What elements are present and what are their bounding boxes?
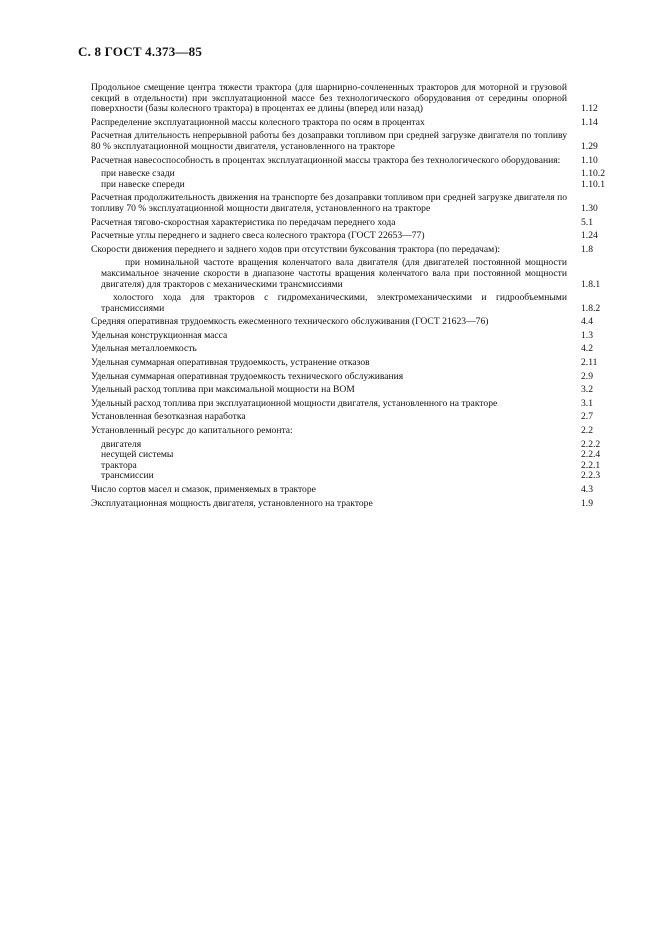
entry-number: 1.8.1 bbox=[581, 278, 601, 290]
list-item bbox=[91, 131, 603, 152]
entry-number: 4.4 bbox=[581, 316, 593, 328]
entry-text: Расчетная продолжительность движения на транспорте без дозаправки топливом при средней загрузке двигателя по топливу 70 % эксплуатационной мощности двигателя, установленного на тракторе bbox=[91, 192, 567, 214]
entry-number: 1.29 bbox=[581, 140, 598, 152]
entry-text: Установленная безотказная наработка bbox=[91, 411, 246, 423]
list-subitem bbox=[91, 471, 603, 482]
list-item bbox=[91, 344, 603, 355]
list-subitem bbox=[91, 461, 603, 472]
list-item bbox=[91, 358, 603, 369]
entry-text: Расчетная навесоспособность в процентах эксплуатационной массы трактора без технологического оборудования: bbox=[91, 154, 561, 166]
entry-number: 1.10.2 bbox=[581, 168, 605, 180]
entry-text: Эксплуатационная мощность двигателя, установленного на тракторе bbox=[91, 497, 373, 509]
list-subitem bbox=[91, 180, 603, 191]
entry-number: 3.1 bbox=[581, 397, 593, 409]
entry-text: Скорости движения переднего и заднего ходов при отсутствии буксования трактора (по передачам): bbox=[91, 243, 501, 255]
entry-number: 2.2.1 bbox=[581, 459, 601, 471]
list-subitem bbox=[91, 258, 603, 290]
entry-number: 2.2 bbox=[581, 425, 593, 437]
entry-text: Удельная металлоемкость bbox=[91, 343, 197, 355]
entry-text: Удельная конструкционная масса bbox=[91, 329, 228, 341]
entry-number: 2.11 bbox=[581, 357, 598, 369]
entry-number: 4.2 bbox=[581, 343, 593, 355]
entry-text: трактора bbox=[101, 459, 137, 471]
index-list bbox=[91, 83, 603, 512]
entry-text: холостого хода для тракторов с гидромеханическими, электромеханическими и гидрообъемными трансмиссиями bbox=[101, 292, 567, 314]
entry-number: 1.30 bbox=[581, 202, 598, 214]
entry-number: 2.9 bbox=[581, 370, 593, 382]
entry-number: 4.3 bbox=[581, 484, 593, 495]
list-item bbox=[91, 156, 603, 167]
list-item bbox=[91, 218, 603, 229]
list-item bbox=[91, 83, 603, 115]
entry-text: Продольное смещение центра тяжести трактора (для шарнирно-сочлененных тракторов для моторной и грузовой секций в отдельности) при эксплуатационной массе без технологического оборудования от середины опорной поверхности (базы колесного трактора) в процентах ее длины (вперед или назад) bbox=[91, 82, 567, 115]
entry-number: 1.3 bbox=[581, 329, 593, 341]
list-item bbox=[91, 317, 603, 328]
entry-text: Удельный расход топлива при максимальной мощности на ВОМ bbox=[91, 384, 355, 396]
entry-text: при навеске спереди bbox=[101, 178, 185, 190]
list-item bbox=[91, 231, 603, 242]
list-item bbox=[91, 193, 603, 214]
entry-number: 1.10.1 bbox=[581, 178, 605, 190]
entry-number: 1.24 bbox=[581, 230, 598, 242]
list-item bbox=[91, 499, 603, 510]
entry-number: 2.7 bbox=[581, 411, 593, 423]
entry-text: Расчетная длительность непрерывной работы без дозаправки топливом при средней загрузке двигателя по топливу 80 % эксплуатационной мощности двигателя, установленного на тракторе bbox=[91, 130, 567, 152]
entry-text: Средняя оперативная трудоемкость ежесменного технического обслуживания (ГОСТ 21623—76) bbox=[91, 316, 489, 328]
entry-number: 1.12 bbox=[581, 103, 598, 115]
entry-number: 2.2.2 bbox=[581, 438, 601, 450]
list-item bbox=[91, 331, 603, 342]
list-item bbox=[91, 426, 603, 437]
page-header: С. 8 ГОСТ 4.373—85 bbox=[78, 44, 203, 59]
entry-text: Удельная суммарная оперативная трудоемкость технического обслуживания bbox=[91, 370, 404, 382]
entry-number: 1.8 bbox=[581, 243, 593, 255]
entry-number: 1.10 bbox=[581, 154, 598, 166]
entry-number: 1.9 bbox=[581, 497, 593, 509]
entry-text: Расчетная тягово-скоростная характеристика по передачам переднего хода bbox=[91, 216, 396, 228]
entry-text: Распределение эксплуатационной массы колесного трактора по осям в процентах bbox=[91, 116, 425, 128]
entry-text: Установленный ресурс до капитального ремонта: bbox=[91, 425, 293, 437]
entry-number: 1.14 bbox=[581, 116, 598, 128]
entry-text: несущей системы bbox=[101, 449, 174, 461]
list-item bbox=[91, 485, 603, 496]
list-item bbox=[91, 385, 603, 396]
entry-text: при навеске сзади bbox=[101, 168, 175, 180]
entry-text: при номинальной частоте вращения коленчатого вала двигателя (для двигателей постоянной мощности максимальное значение скорости в диапазоне частоты вращения коленчатого вала при постоянной мощности двигателя) для тракторов с механическими трансмиссиями bbox=[101, 257, 567, 290]
list-item bbox=[91, 372, 603, 383]
entry-text: Удельный расход топлива при эксплуатационной мощности двигателя, установленного на тракторе bbox=[91, 397, 498, 409]
entry-text: Удельная суммарная оперативная трудоемкость, устранение отказов bbox=[91, 357, 370, 369]
list-item bbox=[91, 118, 603, 129]
list-item bbox=[91, 412, 603, 423]
entry-text: Число сортов масел и смазок, применяемых в тракторе bbox=[91, 484, 316, 495]
entry-number: 2.2.4 bbox=[581, 449, 601, 461]
entry-number: 5.1 bbox=[581, 216, 593, 228]
entry-number: 2.2.3 bbox=[581, 470, 601, 482]
entry-text: двигателя bbox=[101, 438, 142, 450]
entry-text: трансмиссии bbox=[101, 470, 154, 482]
list-subitem bbox=[91, 293, 603, 314]
entry-text: Расчетные углы переднего и заднего свеса колесного трактора (ГОСТ 22653—77) bbox=[91, 230, 425, 242]
entry-number: 1.8.2 bbox=[581, 302, 601, 314]
list-item bbox=[91, 399, 603, 410]
entry-number: 3.2 bbox=[581, 384, 593, 396]
list-item bbox=[91, 245, 603, 256]
list-subitem bbox=[91, 450, 603, 461]
